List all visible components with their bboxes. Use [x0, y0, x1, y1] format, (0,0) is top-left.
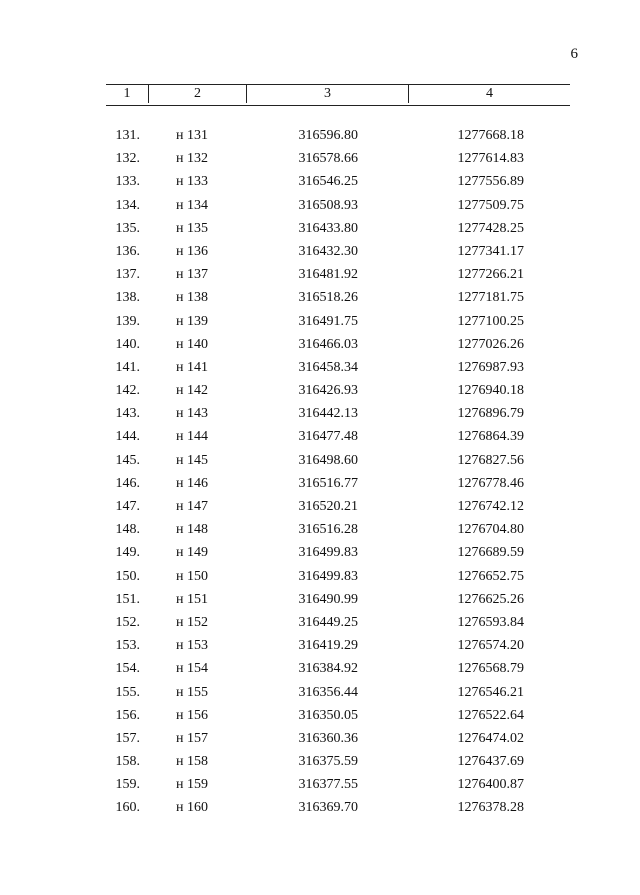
coordinates-table-body	[0, 124, 640, 820]
table-row	[0, 565, 640, 588]
y-coordinate: 1276568.79	[457, 661, 524, 677]
header-col-3: 3	[246, 85, 408, 103]
point-id: н 138	[176, 290, 208, 306]
point-id: н 133	[176, 174, 208, 190]
table-row	[0, 773, 640, 796]
row-number: 159.	[115, 777, 140, 793]
table-row	[0, 286, 640, 309]
table-row	[0, 796, 640, 819]
point-id: н 153	[176, 638, 208, 654]
point-id: н 146	[176, 475, 208, 491]
row-number: 136.	[115, 243, 140, 259]
row-number: 147.	[115, 499, 140, 514]
point-id: н 148	[176, 522, 208, 538]
y-coordinate: 1276940.18	[457, 383, 524, 399]
table-row	[0, 472, 640, 495]
header-col-1: 1	[123, 86, 131, 101]
x-coordinate: 316375.59	[298, 754, 358, 770]
row-number: 160.	[115, 800, 140, 816]
point-id: н 152	[176, 614, 208, 630]
x-coordinate: 316384.92	[298, 661, 358, 677]
page-number: 6	[570, 46, 578, 62]
table-row	[0, 310, 640, 333]
table-row	[0, 379, 640, 402]
table-row	[0, 147, 640, 170]
x-coordinate: 316350.05	[298, 707, 358, 723]
row-number: 152.	[115, 614, 140, 630]
point-id: н 140	[176, 336, 208, 352]
y-coordinate: 1277181.75	[457, 290, 524, 306]
row-number: 139.	[115, 313, 140, 329]
y-coordinate: 1276400.87	[457, 777, 524, 793]
row-number: 132.	[115, 151, 140, 167]
x-coordinate: 316499.83	[298, 568, 358, 584]
y-coordinate: 1277556.89	[457, 174, 524, 190]
y-coordinate: 1276625.26	[457, 591, 524, 607]
point-id: н 142	[176, 383, 208, 399]
y-coordinate: 1277266.21	[457, 267, 524, 283]
y-coordinate: 1276546.21	[457, 684, 524, 700]
row-number: 156.	[115, 707, 140, 723]
row-number: 138.	[115, 290, 140, 306]
y-coordinate: 1276593.84	[457, 614, 524, 630]
x-coordinate: 316516.77	[298, 475, 358, 491]
table-row	[0, 681, 640, 704]
y-coordinate: 1276704.80	[457, 522, 524, 538]
x-coordinate: 316578.66	[298, 151, 358, 167]
row-number: 142.	[115, 383, 140, 399]
row-number: 141.	[115, 359, 140, 375]
y-coordinate: 1276778.46	[457, 475, 524, 491]
point-id: н 160	[176, 800, 208, 816]
y-coordinate: 1276987.93	[457, 359, 524, 375]
row-number: 148.	[115, 522, 140, 538]
point-id: н 156	[176, 707, 208, 723]
table-row	[0, 170, 640, 193]
x-coordinate: 316518.26	[298, 290, 358, 306]
point-id: н 137	[176, 267, 208, 283]
table-row	[0, 727, 640, 750]
row-number: 135.	[115, 220, 140, 236]
table-row	[0, 704, 640, 727]
point-id: н 134	[176, 197, 208, 213]
point-id: н 144	[176, 429, 208, 445]
table-row	[0, 541, 640, 564]
y-coordinate: 1276896.79	[457, 406, 524, 422]
y-coordinate: 1277341.17	[457, 243, 524, 259]
point-id: н 132	[176, 151, 208, 167]
table-row	[0, 588, 640, 611]
y-coordinate: 1276689.59	[457, 545, 524, 561]
point-id: н 157	[176, 730, 208, 746]
y-coordinate: 1276742.12	[457, 499, 524, 514]
row-number: 151.	[115, 591, 140, 607]
row-number: 140.	[115, 336, 140, 352]
x-coordinate: 316442.13	[298, 406, 358, 422]
y-coordinate: 1276652.75	[457, 568, 524, 584]
x-coordinate: 316520.21	[298, 499, 358, 514]
x-coordinate: 316498.60	[298, 452, 358, 468]
row-number: 150.	[115, 568, 140, 584]
x-coordinate: 316419.29	[298, 638, 358, 654]
row-number: 149.	[115, 545, 140, 561]
x-coordinate: 316546.25	[298, 174, 358, 190]
x-coordinate: 316491.75	[298, 313, 358, 329]
x-coordinate: 316466.03	[298, 336, 358, 352]
row-number: 158.	[115, 754, 140, 770]
x-coordinate: 316356.44	[298, 684, 358, 700]
row-number: 133.	[115, 174, 140, 190]
y-coordinate: 1277026.26	[457, 336, 524, 352]
table-row	[0, 333, 640, 356]
point-id: н 159	[176, 777, 208, 793]
header-col-2: 2	[148, 85, 246, 103]
table-row	[0, 657, 640, 680]
row-number: 143.	[115, 406, 140, 422]
table-row	[0, 495, 640, 518]
header-col-4: 4	[408, 85, 570, 103]
table-row	[0, 240, 640, 263]
row-number: 154.	[115, 661, 140, 677]
y-coordinate: 1277668.18	[457, 128, 524, 143]
point-id: н 131	[176, 128, 208, 143]
point-id: н 141	[176, 359, 208, 375]
table-header	[106, 84, 570, 106]
table-row	[0, 217, 640, 240]
x-coordinate: 316481.92	[298, 267, 358, 283]
table-row	[0, 750, 640, 773]
point-id: н 151	[176, 591, 208, 607]
table-row	[0, 611, 640, 634]
point-id: н 149	[176, 545, 208, 561]
table-row	[0, 124, 640, 147]
row-number: 146.	[115, 475, 140, 491]
x-coordinate: 316499.83	[298, 545, 358, 561]
x-coordinate: 316449.25	[298, 614, 358, 630]
row-number: 145.	[115, 452, 140, 468]
y-coordinate: 1276864.39	[457, 429, 524, 445]
point-id: н 158	[176, 754, 208, 770]
table-row	[0, 402, 640, 425]
y-coordinate: 1277614.83	[457, 151, 524, 167]
y-coordinate: 1276437.69	[457, 754, 524, 770]
row-number: 144.	[115, 429, 140, 445]
y-coordinate: 1276827.56	[457, 452, 524, 468]
y-coordinate: 1276522.64	[457, 707, 524, 723]
y-coordinate: 1276378.28	[457, 800, 524, 816]
row-number: 131.	[115, 128, 140, 143]
x-coordinate: 316508.93	[298, 197, 358, 213]
y-coordinate: 1277509.75	[457, 197, 524, 213]
x-coordinate: 316490.99	[298, 591, 358, 607]
point-id: н 136	[176, 243, 208, 259]
x-coordinate: 316377.55	[298, 777, 358, 793]
table-row	[0, 634, 640, 657]
x-coordinate: 316596.80	[298, 128, 358, 143]
y-coordinate: 1276574.20	[457, 638, 524, 654]
point-id: н 147	[176, 499, 208, 514]
x-coordinate: 316426.93	[298, 383, 358, 399]
point-id: н 143	[176, 406, 208, 422]
row-number: 153.	[115, 638, 140, 654]
x-coordinate: 316432.30	[298, 243, 358, 259]
x-coordinate: 316458.34	[298, 359, 358, 375]
table-row	[0, 194, 640, 217]
point-id: н 135	[176, 220, 208, 236]
point-id: н 139	[176, 313, 208, 329]
point-id: н 150	[176, 568, 208, 584]
x-coordinate: 316369.70	[298, 800, 358, 816]
row-number: 157.	[115, 730, 140, 746]
row-number: 134.	[115, 197, 140, 213]
x-coordinate: 316477.48	[298, 429, 358, 445]
y-coordinate: 1277100.25	[457, 313, 524, 329]
point-id: н 155	[176, 684, 208, 700]
y-coordinate: 1276474.02	[457, 730, 524, 746]
table-row	[0, 425, 640, 448]
point-id: н 145	[176, 452, 208, 468]
table-row	[0, 518, 640, 541]
point-id: н 154	[176, 661, 208, 677]
table-row	[0, 356, 640, 379]
x-coordinate: 316433.80	[298, 220, 358, 236]
table-row	[0, 449, 640, 472]
y-coordinate: 1277428.25	[457, 220, 524, 236]
row-number: 155.	[115, 684, 140, 700]
table-row	[0, 263, 640, 286]
x-coordinate: 316516.28	[298, 522, 358, 538]
row-number: 137.	[115, 267, 140, 283]
x-coordinate: 316360.36	[298, 730, 358, 746]
